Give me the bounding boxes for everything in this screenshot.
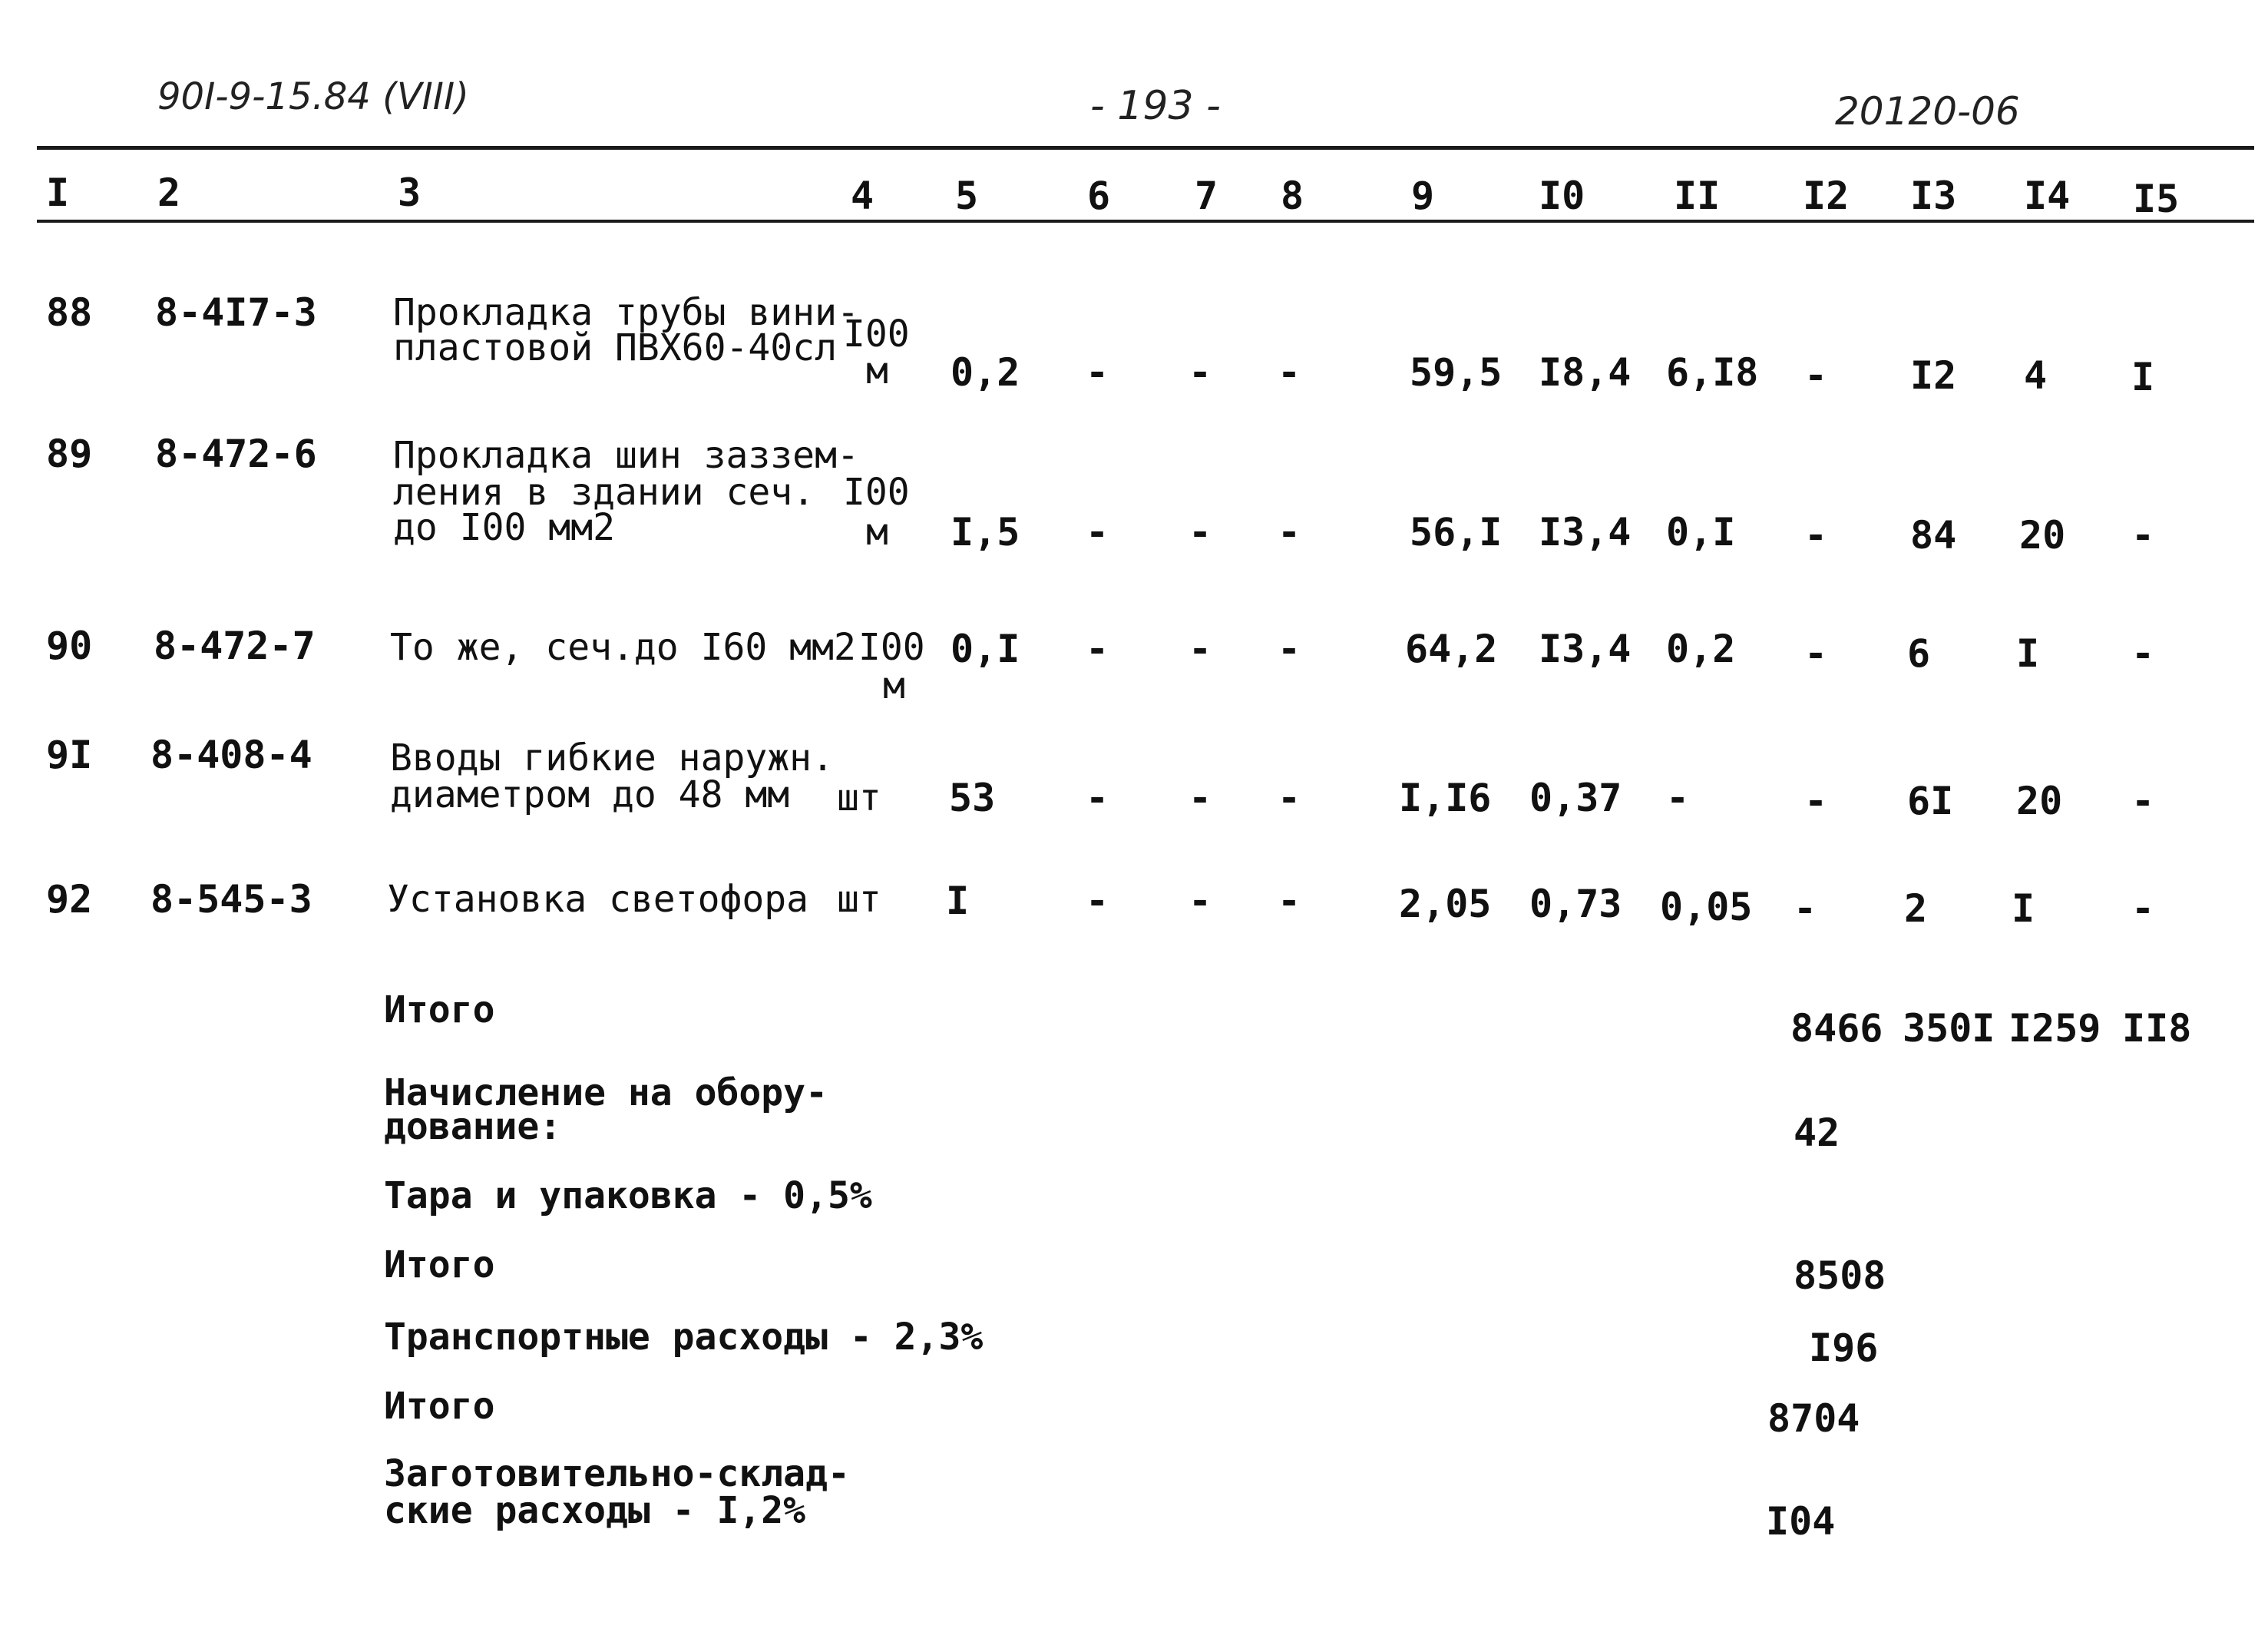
cell-col-6: - bbox=[1086, 879, 1109, 923]
cell-col-13: 2 bbox=[1904, 886, 1928, 931]
cell-col-11: 6,I8 bbox=[1666, 350, 1759, 395]
quantity: I bbox=[946, 879, 970, 923]
cell-col-14: 20 bbox=[2016, 779, 2063, 823]
cell-col-11: 0,05 bbox=[1660, 885, 1753, 929]
cell-col-9: 59,5 bbox=[1410, 350, 1503, 395]
cell-col-12: - bbox=[1804, 779, 1828, 823]
cell-col-15: I bbox=[2131, 355, 2155, 399]
cell-col-13: 84 bbox=[1910, 513, 1957, 558]
unit-line: шт bbox=[837, 878, 881, 921]
unit-line: м bbox=[883, 664, 905, 707]
cell-col-6: - bbox=[1086, 350, 1109, 395]
cell-col-11: 0,2 bbox=[1666, 627, 1736, 671]
cell-col-15: - bbox=[2131, 886, 2155, 931]
col-header-3: 3 bbox=[398, 170, 422, 215]
rate-code: 8-545-3 bbox=[150, 877, 312, 922]
sheet-code: 20120-06 bbox=[1835, 89, 2020, 134]
procurement-label: ские расходы - I,2% bbox=[384, 1489, 806, 1532]
row-number: 89 bbox=[46, 432, 93, 476]
cell-col-15: - bbox=[2131, 513, 2155, 558]
col-header-12: I2 bbox=[1803, 174, 1850, 218]
rate-code: 8-472-6 bbox=[155, 432, 317, 476]
cell-col-15: - bbox=[2131, 631, 2155, 676]
subtotal-col-13: 350I bbox=[1903, 1006, 1995, 1051]
equipment-charge-label: Начисление на обору- bbox=[384, 1071, 828, 1114]
row-number: 88 bbox=[46, 290, 93, 335]
cell-col-13: I2 bbox=[1910, 353, 1957, 398]
unit-line: м bbox=[866, 511, 888, 554]
rate-code: 8-4I7-3 bbox=[155, 290, 317, 335]
cell-col-12: - bbox=[1804, 513, 1828, 558]
cell-col-10: 0,73 bbox=[1529, 882, 1622, 926]
col-header-14: I4 bbox=[2024, 174, 2071, 218]
cell-col-9: 56,I bbox=[1410, 510, 1503, 554]
row-number: 92 bbox=[46, 877, 93, 922]
cell-col-10: I3,4 bbox=[1539, 510, 1632, 554]
unit-line: м bbox=[866, 349, 888, 392]
cell-col-14: 20 bbox=[2019, 513, 2066, 558]
unit-line: I00 bbox=[843, 471, 910, 514]
cell-col-7: - bbox=[1189, 776, 1212, 820]
work-description-line: Установка светофора bbox=[387, 878, 809, 921]
col-header-15: I5 bbox=[2133, 177, 2180, 221]
equipment-charge-label: дование: bbox=[384, 1105, 562, 1148]
col-header-2: 2 bbox=[157, 170, 181, 215]
row-number: 9I bbox=[46, 733, 93, 777]
cell-col-11: - bbox=[1666, 776, 1690, 820]
work-description-line: ления в здании сеч. bbox=[393, 471, 815, 514]
cell-col-7: - bbox=[1189, 510, 1212, 554]
cell-col-6: - bbox=[1086, 510, 1109, 554]
total-label: Итого bbox=[384, 1385, 495, 1428]
cell-col-9: 2,05 bbox=[1399, 882, 1492, 926]
work-description-line: пластовой ПВХ60-40сл bbox=[393, 326, 837, 369]
procurement-label: Заготовительно-склад- bbox=[384, 1452, 850, 1495]
cell-col-10: I8,4 bbox=[1539, 350, 1632, 395]
col-header-11: II bbox=[1674, 174, 1721, 218]
work-description-line: То же, сеч.до I60 мм2 bbox=[390, 626, 856, 669]
page-number: - 193 - bbox=[1090, 83, 1221, 129]
col-header-5: 5 bbox=[955, 174, 979, 218]
document-code: 90I-9-15.84 (VIII) bbox=[157, 75, 469, 118]
quantity: I,5 bbox=[951, 510, 1020, 554]
cell-col-13: 6 bbox=[1907, 631, 1931, 676]
equipment-charge-value: 42 bbox=[1794, 1111, 1840, 1155]
col-header-10: I0 bbox=[1539, 174, 1585, 218]
col-header-13: I3 bbox=[1910, 174, 1957, 218]
cell-col-10: I3,4 bbox=[1539, 627, 1632, 671]
subtotal-col-12: 8466 bbox=[1790, 1006, 1883, 1051]
rate-code: 8-472-7 bbox=[154, 624, 316, 668]
col-header-7: 7 bbox=[1195, 174, 1218, 218]
cell-col-13: 6I bbox=[1907, 779, 1954, 823]
total-value: 8508 bbox=[1794, 1253, 1886, 1298]
cell-col-8: - bbox=[1278, 350, 1301, 395]
cell-col-10: 0,37 bbox=[1529, 776, 1622, 820]
unit-line: I00 bbox=[843, 313, 910, 356]
cell-col-8: - bbox=[1278, 776, 1301, 820]
col-header-9: 9 bbox=[1411, 174, 1435, 218]
cell-col-14: I bbox=[2012, 886, 2035, 931]
subtotal-label: Итого bbox=[384, 988, 495, 1031]
col-header-1: I bbox=[46, 170, 70, 215]
work-description-line: Прокладка трубы вини- bbox=[393, 291, 859, 334]
cell-col-15: - bbox=[2131, 779, 2155, 823]
cell-col-12: - bbox=[1804, 353, 1828, 398]
work-description-line: диаметром до 48 мм bbox=[390, 773, 790, 816]
subtotal-col-15: II8 bbox=[2122, 1006, 2192, 1051]
rate-code: 8-408-4 bbox=[150, 733, 312, 777]
cell-col-7: - bbox=[1189, 879, 1212, 923]
total-value: 8704 bbox=[1767, 1396, 1860, 1441]
header-top-rule bbox=[37, 146, 2254, 150]
row-number: 90 bbox=[46, 624, 93, 668]
cell-col-7: - bbox=[1189, 350, 1212, 395]
cell-col-6: - bbox=[1086, 627, 1109, 671]
packaging-label: Тара и упаковка - 0,5% bbox=[384, 1174, 872, 1217]
cell-col-14: 4 bbox=[2024, 353, 2048, 398]
cell-col-12: - bbox=[1804, 631, 1828, 676]
col-header-4: 4 bbox=[851, 174, 874, 218]
total-label: Итого bbox=[384, 1243, 495, 1286]
cell-col-8: - bbox=[1278, 879, 1301, 923]
header-bottom-rule bbox=[37, 220, 2254, 223]
quantity: 0,2 bbox=[951, 350, 1020, 395]
cell-col-14: I bbox=[2016, 631, 2040, 676]
transport-value: I96 bbox=[1809, 1326, 1879, 1370]
cell-col-6: - bbox=[1086, 776, 1109, 820]
unit-line: шт bbox=[837, 776, 881, 819]
cell-col-12: - bbox=[1794, 886, 1817, 931]
cell-col-9: 64,2 bbox=[1405, 627, 1498, 671]
quantity: 0,I bbox=[951, 627, 1020, 671]
cell-col-7: - bbox=[1189, 627, 1212, 671]
work-description-line: до I00 мм2 bbox=[393, 506, 615, 549]
quantity: 53 bbox=[949, 776, 996, 820]
cell-col-8: - bbox=[1278, 627, 1301, 671]
unit-line: I00 bbox=[858, 626, 925, 669]
work-description-line: Прокладка шин заззем- bbox=[393, 434, 859, 477]
cell-col-8: - bbox=[1278, 510, 1301, 554]
subtotal-col-14: I259 bbox=[2008, 1006, 2101, 1051]
cell-col-9: I,I6 bbox=[1399, 776, 1492, 820]
procurement-value: I04 bbox=[1766, 1499, 1836, 1544]
col-header-8: 8 bbox=[1281, 174, 1304, 218]
work-description-line: Вводы гибкие наружн. bbox=[390, 737, 834, 780]
col-header-6: 6 bbox=[1087, 174, 1111, 218]
transport-label: Транспортные расходы - 2,3% bbox=[384, 1316, 984, 1359]
cell-col-11: 0,I bbox=[1666, 510, 1736, 554]
